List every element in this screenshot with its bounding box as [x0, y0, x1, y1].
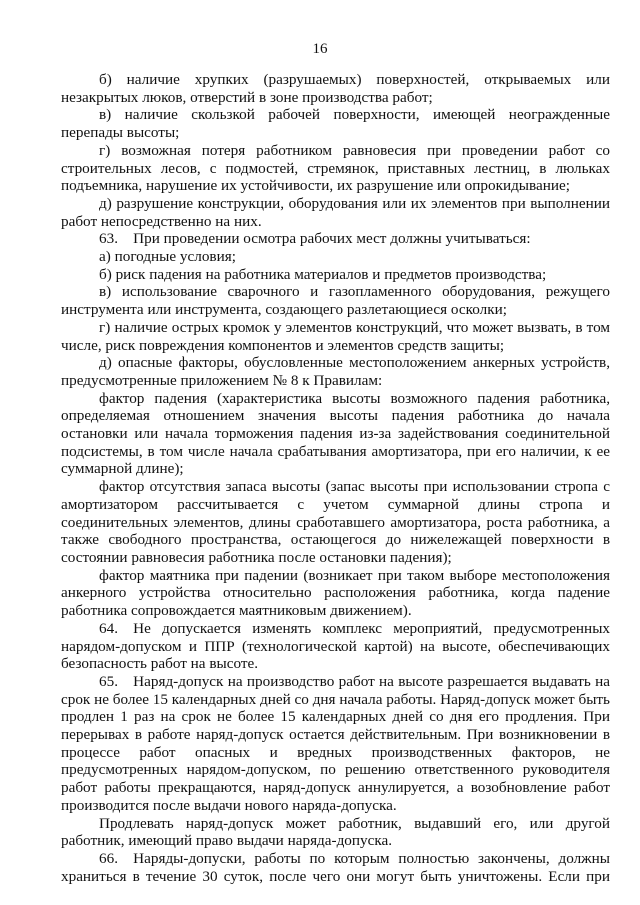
- paragraph-63-g: г) наличие острых кромок у элементов конструкций, что может вызвать, в том числе, риск повреждения компонентов и элементов средств защиты;: [61, 318, 610, 354]
- paragraph-extension: Продлевать наряд-допуск может работник, выдавший его, или другой работник, имеющий право выдачи наряда-допуска.: [61, 814, 610, 850]
- paragraph-63-b: б) риск падения на работника материалов и предметов производства;: [99, 265, 547, 283]
- paragraph-64: 64. Не допускается изменять комплекс мероприятий, предусмотренных нарядом-допуском и ППР (технологической картой) на высоте, обеспечивающих безопасность работ на высоте.: [61, 619, 610, 673]
- paragraph-d-structure-collapse: д) разрушение конструкции, оборудования или их элементов при выполнении работ непосредственно на них.: [61, 194, 610, 230]
- paragraph-66: 66. Наряды-допуски, работы по которым полностью закончены, должны храниться в течение 30 суток, после чего они могут быть уничтожены. Если при: [61, 849, 610, 885]
- paragraph-v-slippery-surface: в) наличие скользкой рабочей поверхности, имеющей неогражденные перепады высоты;: [61, 106, 610, 142]
- document-body: [61, 71, 610, 885]
- paragraph-pendulum-factor: фактор маятника при падении (возникает при таком выборе местоположения анкерного устройства относительно расположения работника, когда падение работника сопровождается маятниковым движением).: [61, 566, 610, 620]
- paragraph-63: 63. При проведении осмотра рабочих мест должны учитываться:: [99, 230, 531, 248]
- paragraph-b-fragile-surfaces: б) наличие хрупких (разрушаемых) поверхностей, открываемых или незакрытых люков, отверстий в зоне производства работ;: [61, 71, 610, 106]
- paragraph-65: 65. Наряд-допуск на производство работ на высоте разрешается выдавать на срок не более 15 календарных дней со дня начала работы. Наряд-допуск может быть продлен 1 раз на срок не более 15 календарных дней со дня его продления. При перерывах в работе наряд-допуск остается действительным. При возникновении в процессе работ опасных и вредных производственных факторов, не предусмотренных нарядом-допуском, по решению ответственного руководителя работ работы прекращаются, наряд-допуск аннулируется, а возобновление работ производится после выдачи нового наряда-допуска.: [61, 672, 610, 814]
- paragraph-clearance-factor: фактор отсутствия запаса высоты (запас высоты при использовании стропа с амортизатором рассчитывается с учетом суммарной длины стропа и соединительных элементов, длины сработавшего амортизатора, роста работника, а также свободного пространства, остающегося до нижележащей поверхности в состоянии равновесия работника после остановки падения);: [61, 478, 610, 566]
- paragraph-63-a: а) погодные условия;: [99, 248, 236, 266]
- paragraph-fall-factor: фактор падения (характеристика высоты возможного падения работника, определяемая отношением значения высоты падения работника до начала остановки или начала торможения падения из-за задействования соединительной подсистемы, в том числе начала срабатывания амортизатора, при его наличии, к ее суммарной длине);: [61, 389, 610, 478]
- page-number: 16: [312, 41, 328, 57]
- paragraph-g-balance-loss: г) возможная потеря работником равновесия при проведении работ со строительных лесов, с подмостей, стремянок, приставных лестниц, в люльках подъемника, нарушение их устойчивости, их разрушение или опрокидывание;: [61, 141, 610, 195]
- paragraph-63-v: в) использование сварочного и газопламенного оборудования, режущего инструмента или инструмента, создающего разлетающиеся осколки;: [61, 283, 610, 319]
- paragraph-63-d: д) опасные факторы, обусловленные местоположением анкерных устройств, предусмотренные приложением № 8 к Правилам:: [61, 354, 610, 389]
